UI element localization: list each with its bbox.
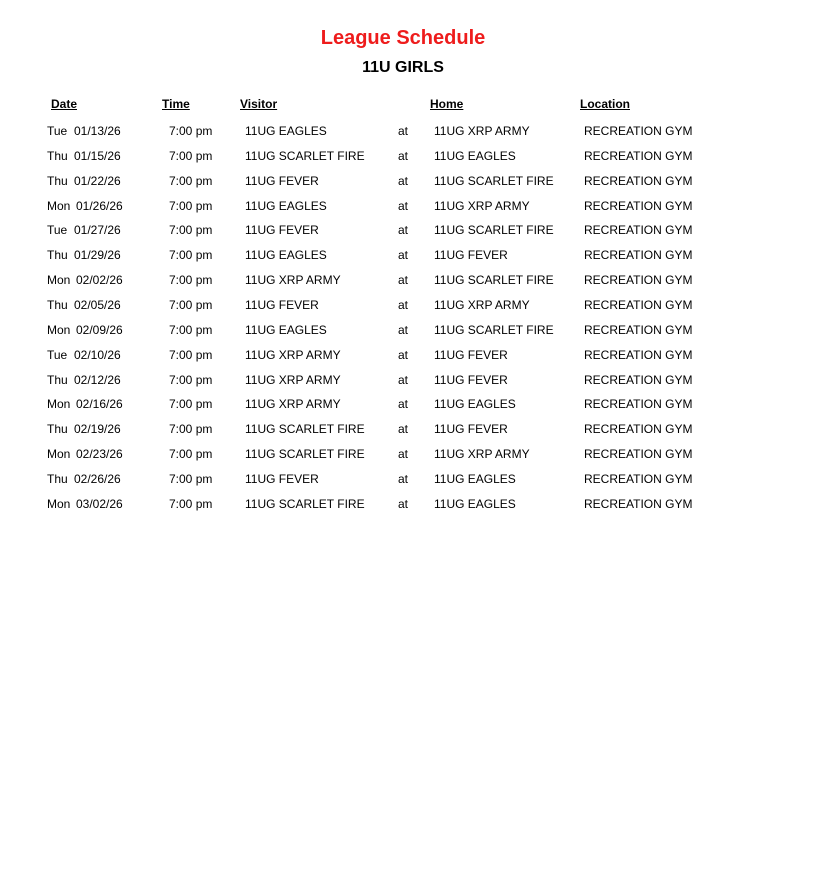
visitor-team: 11UG XRP ARMY [245, 397, 341, 412]
game-location: RECREATION GYM [584, 447, 693, 462]
visitor-team: 11UG FEVER [245, 472, 319, 487]
game-day: Mon [47, 273, 71, 288]
game-day: Thu [47, 298, 68, 313]
game-time: 7:00 pm [169, 198, 213, 213]
home-team: 11UG EAGLES [434, 496, 516, 511]
at-separator: at [398, 148, 409, 163]
visitor-team: 11UG SCARLET FIRE [245, 422, 365, 437]
home-team: 11UG XRP ARMY [434, 298, 530, 313]
game-time: 7:00 pm [169, 397, 213, 412]
at-separator: at [398, 173, 409, 188]
game-date: 01/26/26 [76, 198, 123, 213]
game-time: 7:00 pm [169, 173, 213, 188]
game-location: RECREATION GYM [584, 472, 693, 487]
game-time: 7:00 pm [169, 447, 213, 462]
page-title: League Schedule [320, 27, 486, 49]
schedule-row [0, 173, 816, 198]
game-date: 01/22/26 [74, 173, 121, 188]
game-location: RECREATION GYM [584, 422, 693, 437]
page-subtitle: 11U GIRLS [362, 59, 444, 76]
game-day: Mon [47, 198, 71, 213]
game-location: RECREATION GYM [584, 148, 693, 163]
schedule-row [0, 396, 816, 421]
game-date: 01/15/26 [74, 148, 121, 163]
game-day: Thu [47, 173, 68, 188]
game-date: 02/16/26 [76, 397, 123, 412]
game-time: 7:00 pm [169, 347, 213, 362]
home-team: 11UG EAGLES [434, 472, 516, 487]
visitor-team: 11UG FEVER [245, 173, 319, 188]
schedule-row [0, 496, 816, 521]
home-team: 11UG SCARLET FIRE [434, 173, 554, 188]
column-header-date: Date [51, 97, 78, 111]
home-team: 11UG SCARLET FIRE [434, 322, 554, 337]
game-date: 02/05/26 [74, 298, 121, 313]
game-day: Tue [47, 347, 68, 362]
game-day: Tue [47, 124, 68, 138]
schedule-row [0, 297, 816, 322]
visitor-team: 11UG SCARLET FIRE [245, 148, 365, 163]
game-day: Thu [47, 422, 68, 437]
schedule-rows [0, 123, 816, 521]
at-separator: at [398, 273, 409, 288]
game-location: RECREATION GYM [584, 223, 693, 238]
game-date: 02/23/26 [76, 447, 123, 462]
schedule-row [0, 247, 816, 272]
game-day: Mon [47, 322, 71, 337]
at-separator: at [398, 372, 409, 387]
home-team: 11UG FEVER [434, 422, 508, 437]
at-separator: at [398, 223, 409, 238]
game-time: 7:00 pm [169, 422, 213, 437]
game-time: 7:00 pm [169, 372, 213, 387]
game-location: RECREATION GYM [584, 198, 693, 213]
home-team: 11UG SCARLET FIRE [434, 223, 554, 238]
schedule-row [0, 272, 816, 297]
game-time: 7:00 pm [169, 322, 213, 337]
game-day: Tue [47, 223, 68, 238]
schedule-row [0, 372, 816, 397]
game-location: RECREATION GYM [584, 273, 693, 288]
column-header-location: Location [580, 97, 630, 111]
game-location: RECREATION GYM [584, 496, 693, 511]
game-time: 7:00 pm [169, 496, 213, 511]
game-day: Mon [47, 447, 71, 462]
visitor-team: 11UG EAGLES [245, 248, 327, 263]
game-time: 7:00 pm [169, 273, 213, 288]
game-time: 7:00 pm [169, 148, 213, 163]
game-day: Thu [47, 372, 68, 387]
at-separator: at [398, 472, 409, 487]
visitor-team: 11UG XRP ARMY [245, 347, 341, 362]
schedule-row [0, 222, 816, 247]
game-date: 02/12/26 [74, 372, 121, 387]
column-header-home: Home [430, 97, 464, 111]
home-team: 11UG XRP ARMY [434, 447, 530, 462]
at-separator: at [398, 322, 409, 337]
game-time: 7:00 pm [169, 298, 213, 313]
at-separator: at [398, 198, 409, 213]
at-separator: at [398, 248, 409, 263]
at-separator: at [398, 422, 409, 437]
at-separator: at [398, 124, 409, 138]
game-day: Thu [47, 148, 68, 163]
visitor-team: 11UG SCARLET FIRE [245, 496, 365, 511]
visitor-team: 11UG FEVER [245, 298, 319, 313]
visitor-team: 11UG EAGLES [245, 322, 327, 337]
visitor-team: 11UG EAGLES [245, 198, 327, 213]
at-separator: at [398, 496, 409, 511]
game-location: RECREATION GYM [584, 372, 693, 387]
game-location: RECREATION GYM [584, 173, 693, 188]
game-location: RECREATION GYM [584, 322, 693, 337]
game-time: 7:00 pm [169, 124, 213, 138]
game-date: 01/27/26 [74, 223, 121, 238]
home-team: 11UG FEVER [434, 248, 508, 263]
schedule-row [0, 123, 816, 148]
schedule-row [0, 347, 816, 372]
game-date: 03/02/26 [76, 496, 123, 511]
game-location: RECREATION GYM [584, 248, 693, 263]
at-separator: at [398, 447, 409, 462]
home-team: 11UG XRP ARMY [434, 198, 530, 213]
home-team: 11UG XRP ARMY [434, 124, 530, 138]
game-date: 02/09/26 [76, 322, 123, 337]
visitor-team: 11UG SCARLET FIRE [245, 447, 365, 462]
at-separator: at [398, 298, 409, 313]
game-day: Thu [47, 472, 68, 487]
game-date: 02/26/26 [74, 472, 121, 487]
home-team: 11UG FEVER [434, 347, 508, 362]
game-location: RECREATION GYM [584, 298, 693, 313]
home-team: 11UG EAGLES [434, 397, 516, 412]
visitor-team: 11UG XRP ARMY [245, 273, 341, 288]
game-location: RECREATION GYM [584, 347, 693, 362]
schedule-row [0, 322, 816, 347]
at-separator: at [398, 347, 409, 362]
game-time: 7:00 pm [169, 223, 213, 238]
game-location: RECREATION GYM [584, 124, 693, 138]
home-team: 11UG FEVER [434, 372, 508, 387]
visitor-team: 11UG FEVER [245, 223, 319, 238]
game-date: 02/10/26 [74, 347, 121, 362]
column-header-visitor: Visitor [240, 97, 278, 111]
schedule-row [0, 421, 816, 446]
visitor-team: 11UG XRP ARMY [245, 372, 341, 387]
visitor-team: 11UG EAGLES [245, 124, 327, 138]
game-day: Mon [47, 496, 71, 511]
game-date: 02/19/26 [74, 422, 121, 437]
home-team: 11UG EAGLES [434, 148, 516, 163]
schedule-row [0, 198, 816, 223]
game-day: Thu [47, 248, 68, 263]
game-date: 01/13/26 [74, 124, 121, 138]
home-team: 11UG SCARLET FIRE [434, 273, 554, 288]
game-location: RECREATION GYM [584, 397, 693, 412]
column-header-time: Time [162, 97, 190, 111]
schedule-row [0, 148, 816, 173]
game-date: 02/02/26 [76, 273, 123, 288]
game-day: Mon [47, 397, 71, 412]
game-time: 7:00 pm [169, 248, 213, 263]
game-time: 7:00 pm [169, 472, 213, 487]
schedule-row [0, 471, 816, 496]
at-separator: at [398, 397, 409, 412]
game-date: 01/29/26 [74, 248, 121, 263]
schedule-row [0, 446, 816, 471]
